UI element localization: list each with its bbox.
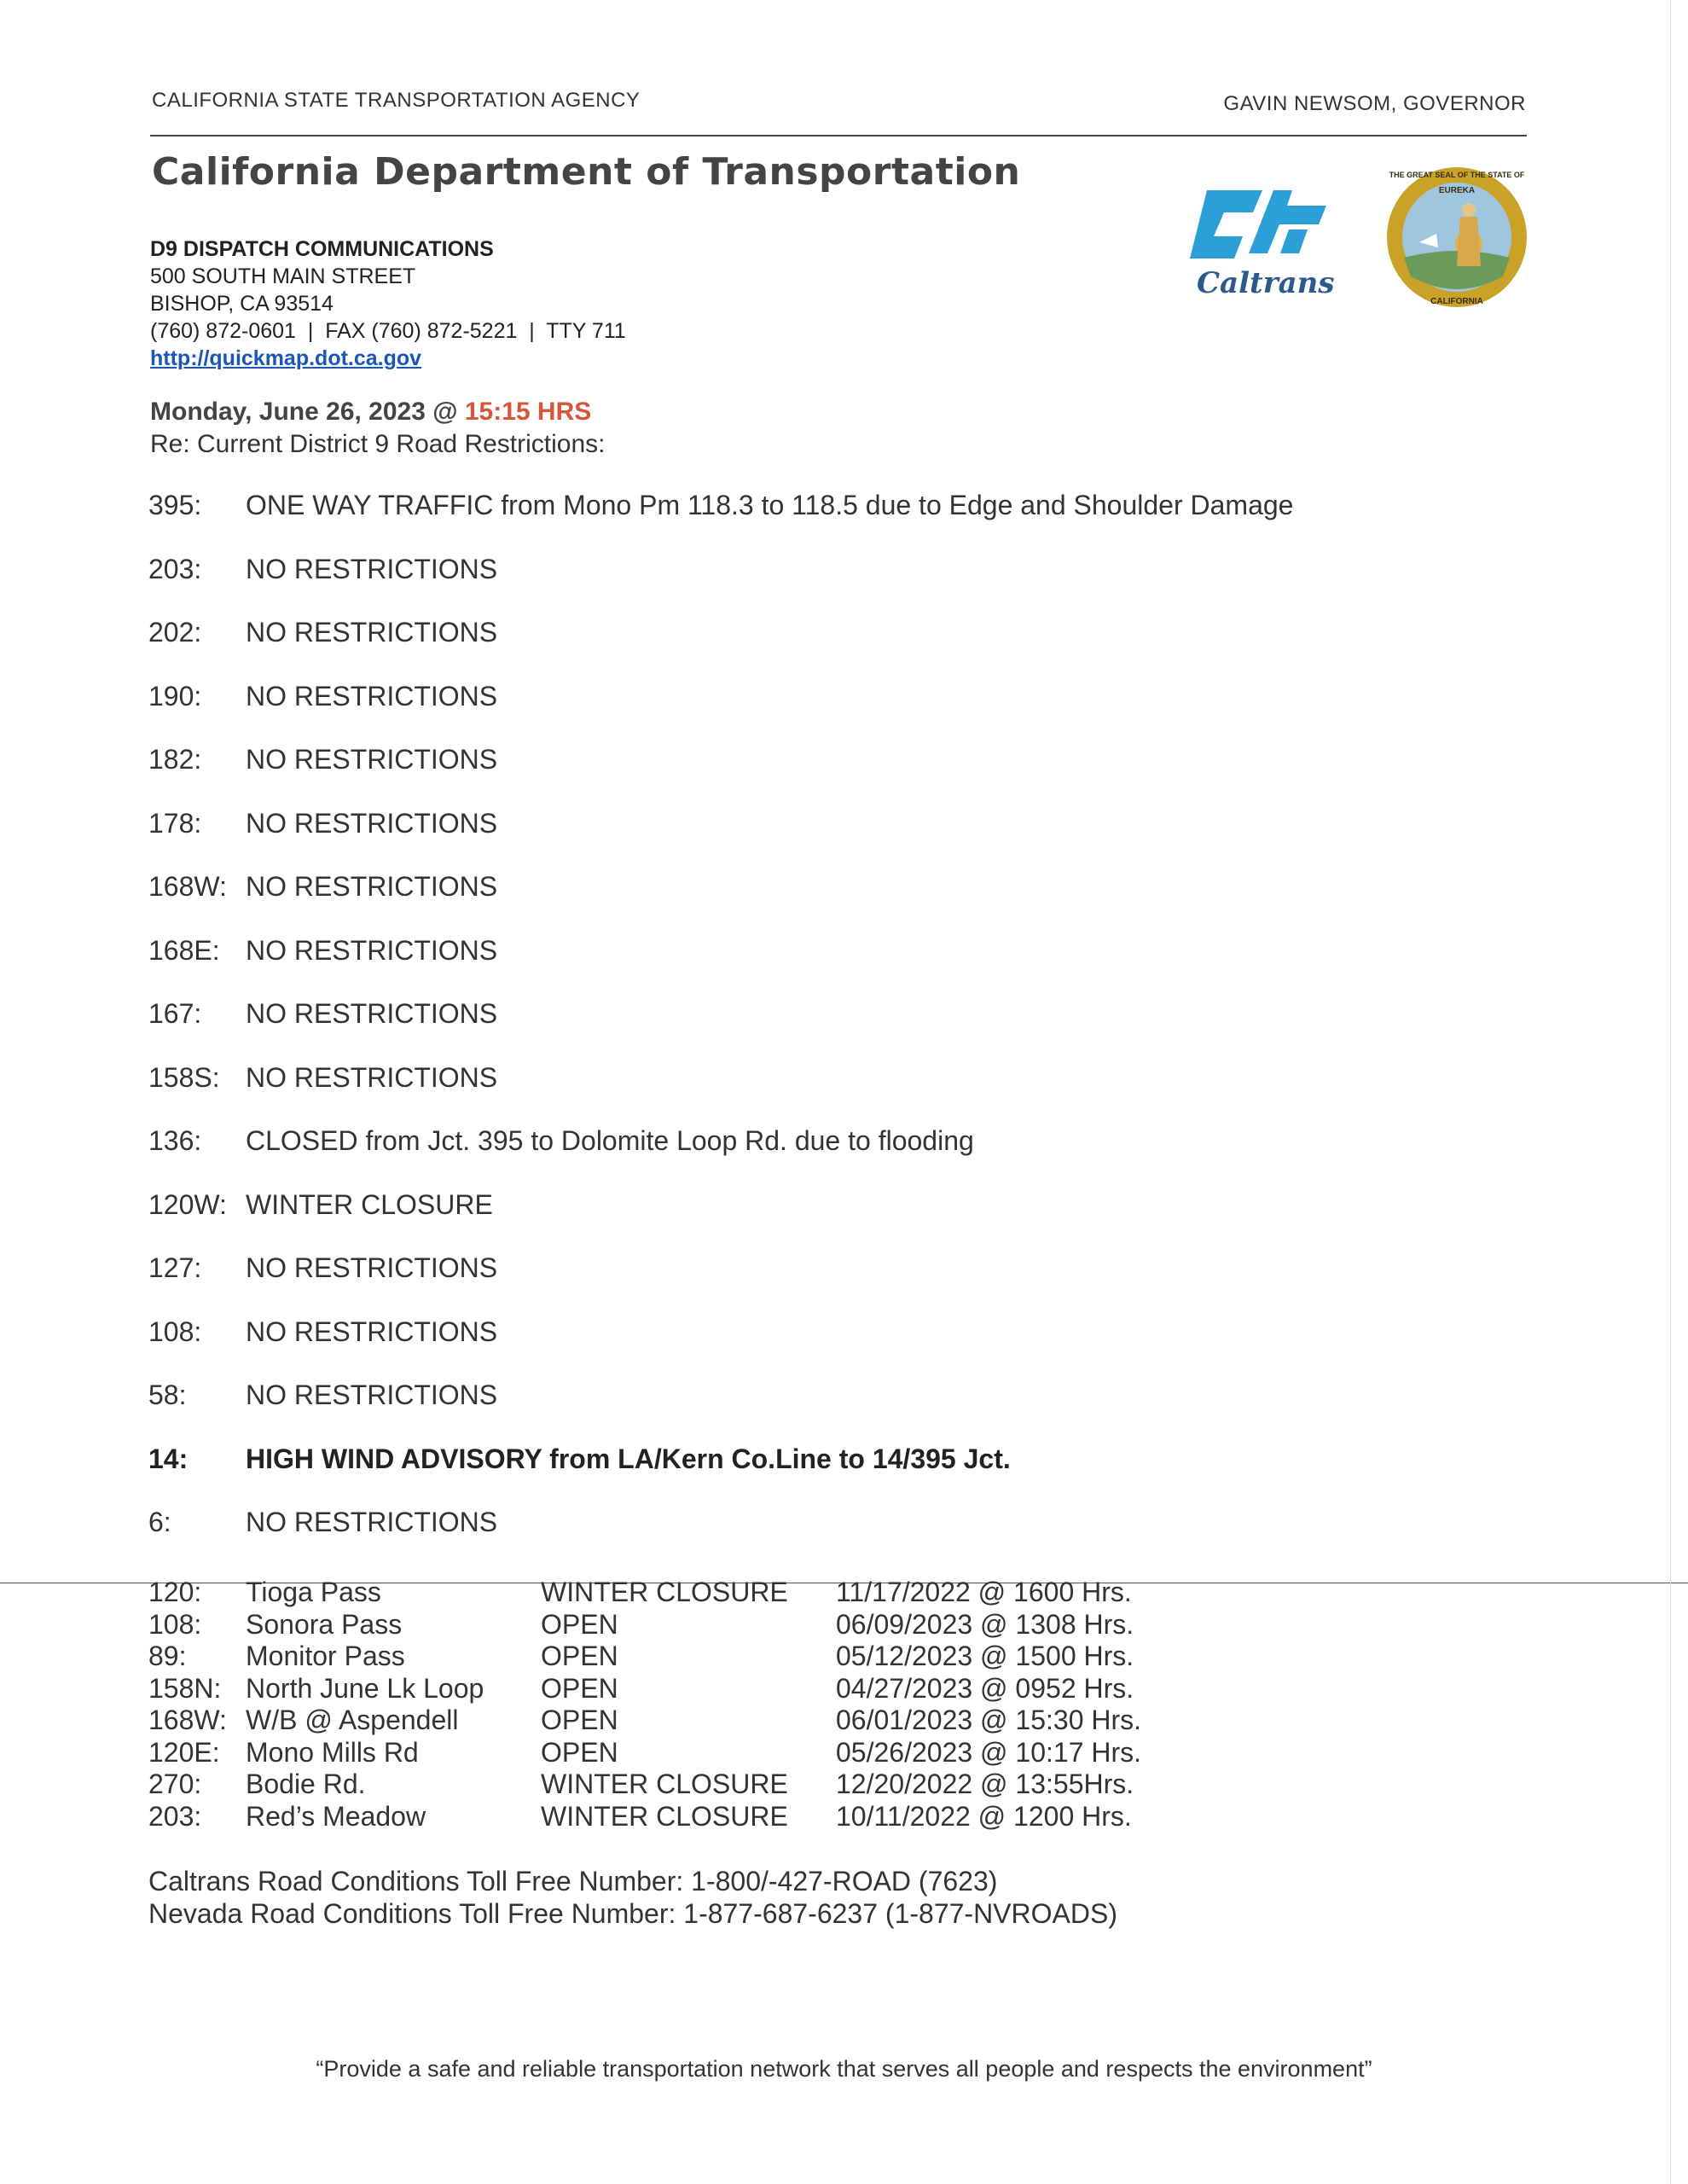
header-divider — [150, 135, 1527, 136]
contact-block — [150, 235, 626, 372]
route-number: 168W: — [148, 871, 227, 902]
restriction-status: NO RESTRICTIONS — [246, 1507, 498, 1537]
route-number: 136: — [148, 1125, 202, 1156]
phone-numbers: (760) 872-0601 | FAX (760) 872-5221 | TTY 711 — [150, 319, 626, 343]
restriction-row — [148, 935, 1428, 999]
pass-route: 120: — [148, 1577, 202, 1607]
restriction-row — [148, 681, 1428, 745]
route-number: 108: — [148, 1316, 202, 1347]
restriction-status: CLOSED from Jct. 395 to Dolomite Loop Rd. due to flooding — [246, 1125, 974, 1156]
caltrans-logo-text: Caltrans — [1197, 266, 1335, 300]
pass-updated: 05/12/2023 @ 1500 Hrs. — [836, 1641, 1134, 1671]
caltrans-logo — [1181, 175, 1343, 303]
pass-updated: 12/20/2022 @ 13:55Hrs. — [836, 1769, 1134, 1799]
route-number: 202: — [148, 617, 202, 648]
restriction-row — [148, 490, 1428, 554]
restriction-row — [148, 744, 1428, 808]
restriction-row — [148, 871, 1428, 935]
bulletin-date — [150, 398, 591, 427]
pass-status: OPEN — [541, 1705, 618, 1735]
restriction-status: NO RESTRICTIONS — [246, 871, 498, 902]
street-address: 500 SOUTH MAIN STREET — [150, 264, 416, 288]
route-number: 14: — [148, 1443, 189, 1474]
caltrans-toll-number: Caltrans Road Conditions Toll Free Number: 1-800/-427-ROAD (7623) — [148, 1866, 998, 1896]
california-seal — [1385, 166, 1528, 309]
pass-status: OPEN — [541, 1641, 618, 1671]
restriction-row — [148, 554, 1428, 618]
pass-name: Red’s Meadow — [246, 1800, 426, 1832]
route-number: 6: — [148, 1507, 171, 1537]
route-number: 178: — [148, 807, 202, 839]
route-number: 120W: — [148, 1188, 227, 1220]
pass-route: 270: — [148, 1769, 202, 1799]
restriction-row — [148, 1125, 1428, 1189]
restriction-row — [148, 617, 1428, 681]
route-number: 182: — [148, 744, 202, 775]
restriction-status: NO RESTRICTIONS — [246, 553, 498, 584]
nevada-toll-number: Nevada Road Conditions Toll Free Number: 1-877-687-6237 (1-877-NVROADS) — [148, 1898, 1117, 1929]
restriction-row — [148, 808, 1428, 872]
restriction-status: WINTER CLOSURE — [246, 1188, 493, 1220]
pass-route: 168W: — [148, 1705, 227, 1735]
pass-status: OPEN — [541, 1608, 618, 1640]
pass-updated: 06/09/2023 @ 1308 Hrs. — [836, 1608, 1134, 1640]
date-prefix: Monday, June 26, 2023 @ — [150, 398, 465, 426]
pass-route: 203: — [148, 1800, 202, 1832]
restriction-row — [148, 1316, 1428, 1380]
restriction-row — [148, 1189, 1428, 1253]
route-number: 168E: — [148, 934, 220, 966]
restriction-status: NO RESTRICTIONS — [246, 1061, 498, 1093]
bulletin-time: 15:15 HRS — [464, 398, 592, 426]
restriction-status: NO RESTRICTIONS — [246, 1316, 498, 1347]
pass-route: 108: — [148, 1608, 202, 1640]
scan-edge — [1670, 0, 1671, 2184]
restriction-row — [148, 998, 1428, 1062]
pass-status: WINTER CLOSURE — [541, 1577, 788, 1607]
department-title: California Department of Transportation — [152, 150, 1021, 194]
restriction-status: NO RESTRICTIONS — [246, 680, 498, 712]
restriction-status: NO RESTRICTIONS — [246, 744, 498, 775]
route-number: 395: — [148, 490, 202, 520]
pass-name: W/B @ Aspendell — [246, 1705, 459, 1735]
pass-updated: 05/26/2023 @ 10:17 Hrs. — [836, 1736, 1142, 1768]
dispatch-unit: D9 DISPATCH COMMUNICATIONS — [150, 237, 494, 261]
restriction-status: ONE WAY TRAFFIC from Mono Pm 118.3 to 118.5 due to Edge and Shoulder Damage — [246, 490, 1294, 520]
restriction-row — [148, 1443, 1428, 1507]
route-number: 167: — [148, 998, 202, 1029]
route-number: 190: — [148, 680, 202, 712]
toll-free-numbers — [148, 1865, 1117, 1930]
restriction-status: NO RESTRICTIONS — [246, 617, 498, 648]
restriction-row — [148, 1380, 1428, 1443]
agency-name: CALIFORNIA STATE TRANSPORTATION AGENCY — [152, 89, 641, 112]
pass-status: WINTER CLOSURE — [541, 1800, 788, 1832]
pass-name: Monitor Pass — [246, 1641, 405, 1671]
route-number: 158S: — [148, 1061, 220, 1093]
city-address: BISHOP, CA 93514 — [150, 292, 334, 316]
pass-route: 89: — [148, 1641, 187, 1671]
pass-name: Mono Mills Rd — [246, 1736, 419, 1768]
pass-updated: 04/27/2023 @ 0952 Hrs. — [836, 1672, 1134, 1704]
pass-updated: 06/01/2023 @ 15:30 Hrs. — [836, 1705, 1142, 1735]
route-number: 203: — [148, 553, 202, 584]
restriction-status: HIGH WIND ADVISORY from LA/Kern Co.Line to 14/395 Jct. — [246, 1443, 1011, 1474]
pass-route: 120E: — [148, 1736, 220, 1768]
pass-name: Sonora Pass — [246, 1608, 403, 1640]
restrictions-list — [148, 490, 1428, 1571]
mission-tagline: “Provide a safe and reliable transportation network that serves all people and respects the environment” — [316, 2056, 1372, 2082]
pass-name: Bodie Rd. — [246, 1769, 366, 1799]
pass-name: Tioga Pass — [246, 1577, 381, 1607]
pass-updated: 11/17/2022 @ 1600 Hrs. — [836, 1577, 1132, 1607]
pass-updated: 10/11/2022 @ 1200 Hrs. — [836, 1800, 1132, 1832]
restriction-status: NO RESTRICTIONS — [246, 934, 498, 966]
seal-bottom-text: CALIFORNIA — [1430, 297, 1483, 306]
restriction-row — [148, 1062, 1428, 1126]
restriction-row — [148, 1507, 1428, 1571]
restriction-status: NO RESTRICTIONS — [246, 1380, 498, 1410]
restriction-status: NO RESTRICTIONS — [246, 998, 498, 1029]
pass-name: North June Lk Loop — [246, 1672, 484, 1704]
route-number: 127: — [148, 1252, 202, 1283]
pass-status: WINTER CLOSURE — [541, 1769, 788, 1799]
subject-line: Re: Current District 9 Road Restrictions: — [150, 430, 606, 458]
seal-motto: EUREKA — [1438, 186, 1476, 195]
restriction-status: NO RESTRICTIONS — [246, 1252, 498, 1283]
pass-status: OPEN — [541, 1736, 618, 1768]
restriction-status: NO RESTRICTIONS — [246, 807, 498, 839]
pass-status: OPEN — [541, 1672, 618, 1704]
restriction-row — [148, 1252, 1428, 1316]
pass-route: 158N: — [148, 1672, 222, 1704]
seal-top-text: THE GREAT SEAL OF THE STATE OF — [1389, 171, 1525, 179]
route-number: 58: — [148, 1380, 187, 1410]
quickmap-link[interactable]: http://quickmap.dot.ca.gov — [150, 346, 422, 370]
governor-name: GAVIN NEWSOM, GOVERNOR — [1223, 92, 1526, 115]
